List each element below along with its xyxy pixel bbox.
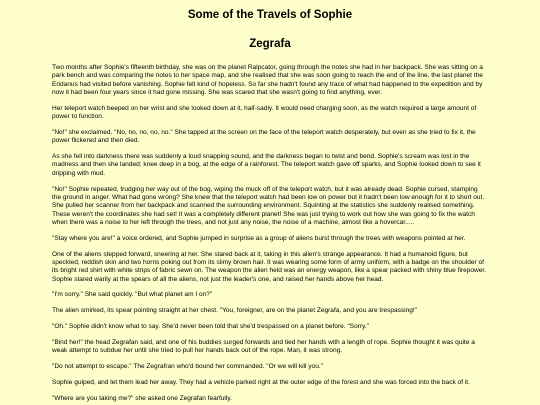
story-paragraph: "No!" Sophie repeated, trudging her way out of the bog, wiping the muck off of the teleport watch, but it was already dead. Sophie cursed, stamping the ground in anger. What had gone wrong? She knew that the teleport watch had been low on power but it hadn't been low enough for it to short out. She pulled her scanner from her backpack and scanned the surrounding environment. Squinting at the statistics she suddenly realised something. These weren't the coordinates she had set! It was a completely different planet! She was just trying to work out how she was going to fix the watch when there was a noise to her left through the trees, and not just any noise, the noise of a machine, almost like a hovercar.....: [52, 185, 485, 226]
story-paragraph: "Bind her!" the head Zegrafan said, and one of his buddies surged forwards and tied her hands with a length of rope. Sophie thought it was quite a weak attempt to subdue her until she tried to pull her hands back out of the rope. Man, it was strong.: [52, 339, 475, 355]
story-paragraph: As she fell into darkness there was suddenly a loud snapping sound, and the darkness began to twist and bend. Sophie's scream was lost in the madness and then she landed; knee deep in a bog, at the edge of a rainforest. The teleport watch gave off sparks, and Sophie looked down to see it dripping with mud.: [52, 153, 481, 177]
story-title: Some of the Travels of Sophie: [187, 9, 353, 21]
story-paragraph: "Where are you taking me?" she asked one Zegrafan fearfully.: [52, 395, 232, 403]
story-paragraph: "Stay where you are!" a voice ordered, and Sophie jumped in surprise as a group of aliens burst through the trees with weapons pointed at her.: [52, 234, 466, 242]
story-paragraph: Her teleport watch beeped on her wrist and she looked down at it, half-sadly. It would need charging soon, as the watch required a large amount of power to function.: [52, 104, 477, 121]
story-paragraph: "I'm sorry." She said quickly. "But what planet am I on?": [52, 291, 213, 299]
story-paragraph: Two months after Sophie's fifteenth birthday, she was on the planet Ralpcator, going through the notes she had in her backpack. She was sitting on a park bench and was comparing the notes to her space map, and she realised that she was soon going to reach the end of the line, the last planet the Eridanus had visited before vanishing. Sophie felt kind of hopeless. So far she hadn't found any trace of what had happened to the expedition and by now it had been four years since it had gone missing. She was scared that she wasn't going to find anything, ever.: [52, 64, 483, 96]
story-body: [52, 64, 488, 403]
story-paragraph: Sophie gulped, and let them lead her away. They had a vehicle parked right at the outer edge of the forest and she was forced into the back of it.: [52, 379, 470, 387]
story-paragraph: The alien smirked, its spear pointing straight at her chest. "You, foreigner, are on the planet Zegrafa, and you are trespassing!": [52, 307, 418, 315]
story-paragraph: One of the aliens stepped forward, sneering at her. She stared back at it, taking in this alien's strange appearance. It had a humanoid figure, but speckled, reddish skin and two horns poking out from its slimy brown hair. It was wearing some form of army uniform, with a badge on the shoulder of its bright red shirt with white strips of fabric sewn on. The weapon the alien held was an energy weapon, like a spear packed with shiny blue firepower. Sophie stared warily at the spears of all the aliens, not just the leader's one, and raised her hands above her head.: [52, 250, 487, 283]
story-paragraph: "Oh." Sophie didn't know what to say. She'd never been told that she'd trespassed on a planet before. "Sorry.": [52, 323, 370, 331]
story-paragraph: "Do not attempt to escape." The Zegrafran who'd bound her commanded. "Or we will kill you.": [52, 363, 323, 371]
chapter-title: Zegrafa: [249, 38, 291, 50]
story-paragraph: "No!" she exclaimed. "No, no, no, no, no." She tapped at the screen on the face of the teleport watch desperately, but even as she tried to fix it, the power flickered and then died.: [52, 128, 476, 145]
